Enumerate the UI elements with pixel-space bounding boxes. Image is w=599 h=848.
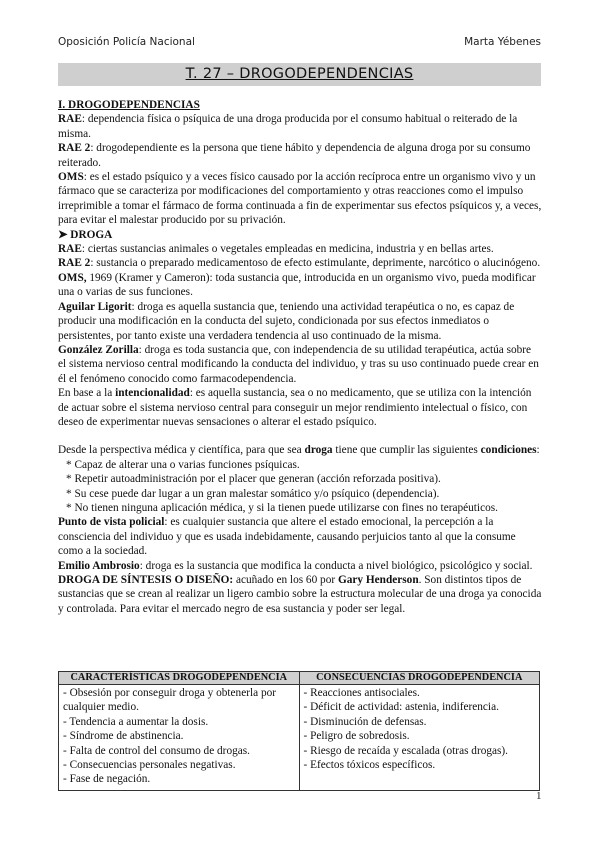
header-course: Oposición Policía Nacional [58,36,195,48]
list-item: - Efectos tóxicos específicos. [303,759,436,772]
page-header [58,36,541,48]
definition-paragraph: González Zorilla: droga es toda sustancia que, con independencia de su utilidad terapéutica, actúa sobre el sistema nervioso central modificando la conducta del individuo, y tras su uso continuado puede crear en él el fenómeno conocido como farmacodependencia. [58,343,539,385]
caracteristicas-cell [59,685,300,791]
list-item: - Peligro de sobredosis. [303,730,410,743]
table-header-row [59,672,540,685]
intencionalidad-paragraph: En base a la intencionalidad: es aquella sustancia, sea o no medicamento, que se utiliza con la intención de actuar sobre el sistema nervioso central para conseguir un mejor rendimiento intelectual o físico, con deseo de experimentar nuevas sensaciones o alterar el estado psíquico. [58,387,532,428]
definition-paragraph: Aguilar Ligorit: droga es aquella sustancia que, teniendo una actividad terapéutica o no, es capaz de producir una modificación en la conducta del sujeto, condicionada por sus efectos inmediatos o persistentes, por tanto existe una verdadera tendencia al uso continuado de la misma. [58,300,515,342]
page-number: 1 [536,790,542,802]
list-item: * Su cese puede dar lugar a un gran malestar somático y/o psíquico (dependencia). [66,487,440,500]
document-title: T. 27 – DROGODEPENDENCIAS [58,63,541,86]
list-item: - Disminución de defensas. [303,715,427,728]
list-item: - Tendencia a aumentar la dosis. [63,715,209,728]
table-row [59,685,540,791]
list-item: - Fase de negación. [63,773,151,786]
section-heading-droga: ➤ DROGA [58,228,113,241]
column-header-caracteristicas: CARACTERÍSTICAS DROGODEPENDENCIA [59,672,300,685]
conditions-list [58,458,542,516]
document-body [58,98,542,616]
definition-paragraph: Punto de vista policial: es cualquier sustancia que altere el estado emocional, la percepción a la consciencia del individuo y que es usada indebidamente, causando perjuicios tanto al que la consume como a la sociedad. [58,516,516,558]
definition-paragraph: RAE 2: sustancia o preparado medicamentoso de efecto estimulante, deprimente, narcótico o alucinógeno. [58,257,541,270]
list-item: - Reacciones antisociales. [303,687,420,699]
definition-paragraph: RAE: dependencia física o psíquica de una droga producida por el consumo habitual o reiterado de la misma. [58,113,518,140]
definition-paragraph: RAE 2: drogodependiente es la persona que tiene hábito y dependencia de alguna droga por su consumo reiterado. [58,142,531,169]
section-heading-drogodependencias: I. DROGODEPENDENCIAS [58,99,200,111]
list-item: - Déficit de actividad: astenia, indiferencia. [303,701,499,714]
list-item: - Consecuencias personales negativas. [63,759,236,772]
definition-paragraph: OMS: es el estado psíquico y a veces físico causado por la acción recíproca entre un organismo vivo y un fármaco que se caracteriza por modificaciones del comportamiento y otras reacciones como el impulso irreprimible a tomar el fármaco de forma continuada a fin de experimentar sus efectos psíquicos y, a veces, para evitar el malestar producido por su privación. [58,171,542,227]
header-author: Marta Yébenes [464,36,541,48]
list-item: - Riesgo de recaída y escalada (otras drogas). [303,744,509,757]
definition-paragraph: OMS, 1969 (Kramer y Cameron): toda sustancia que, introducida en un organismo vivo, pueda modificar una o varias de sus funciones. [58,271,536,299]
list-item: - Síndrome de abstinencia. [63,730,184,743]
drogodependencia-table [58,671,540,791]
list-item: * Capaz de alterar una o varias funciones psíquicas. [66,458,300,471]
list-item: - Falta de control del consumo de drogas. [63,744,250,757]
list-item: * Repetir autoadministración por el placer que generan (acción reforzada positiva). [66,473,441,486]
sintesis-paragraph: DROGA DE SÍNTESIS O DISEÑO: acuñado en los 60 por Gary Henderson. Son distintos tipos de sustancias que se crean al realizar un ligero cambio sobre la estructura molecular de una droga ya conocida y controlada. Para evitar el mercado negro de esa sustancia y poder ser legal. [58,574,542,615]
definition-paragraph: RAE: ciertas sustancias animales o vegetales empleadas en medicina, industria y en bellas artes. [58,243,494,256]
definition-paragraph: Emilio Ambrosio: droga es la sustancia que modifica la conducta a nivel biológico, psicológico y social. [58,559,533,572]
consecuencias-cell [299,685,540,791]
column-header-consecuencias: CONSECUENCIAS DROGODEPENDENCIA [299,672,540,685]
perspectiva-paragraph: Desde la perspectiva médica y científica, para que sea droga tiene que cumplir las siguientes condiciones: [58,444,540,457]
list-item: * No tienen ninguna aplicación médica, y si la tienen puede utilizarse con fines no terapéuticos. [66,501,498,514]
list-item: - Obsesión por conseguir droga y obtenerla por cualquier medio. [63,687,277,714]
